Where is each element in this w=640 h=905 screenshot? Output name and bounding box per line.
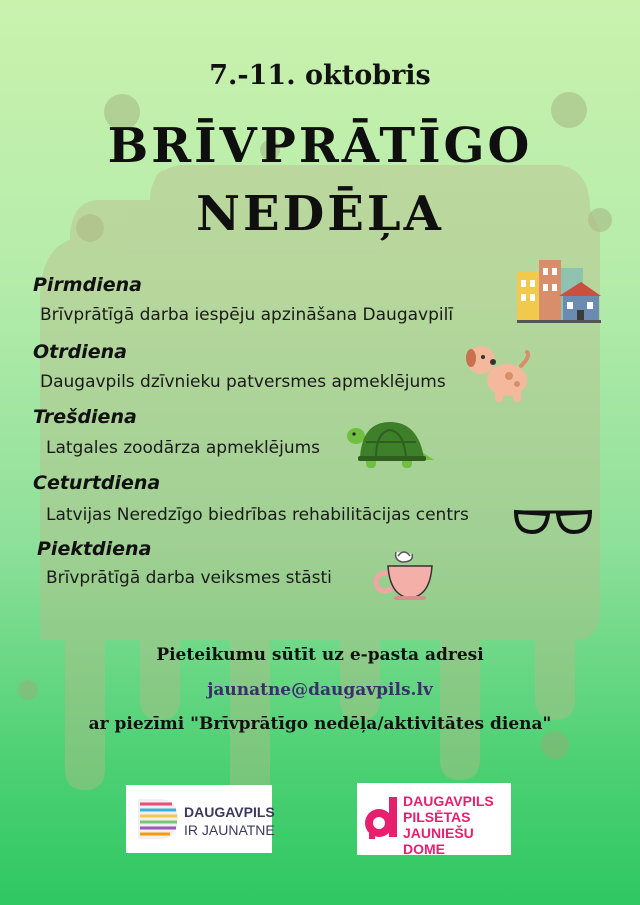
contact-email-link[interactable]: jaunatne@daugavpils.lv (207, 680, 433, 700)
daugavpils-ir-jaunatne-logo (126, 785, 275, 853)
contact-note: ar piezīmi "Brīvprātīgo nedēļa/aktivitātes diena" (88, 714, 552, 734)
logo2-text-line2: PILSĒTAS (403, 809, 471, 825)
event-date: 7.-11. oktobris (209, 60, 431, 91)
dog-icon (463, 344, 533, 404)
day-label-thursday: Ceturtdiena (33, 472, 161, 494)
coffee-cup-icon (372, 548, 438, 602)
logo-pattern-icon (136, 797, 180, 841)
logo2-text-line1: DAUGAVPILS (403, 793, 494, 809)
activity-monday: Brīvprātīgā darba iespēju apzināšana Daugavpilī (40, 305, 454, 325)
day-label-tuesday: Otrdiena (33, 341, 127, 363)
day-label-monday: Pirmdiena (33, 274, 142, 296)
day-label-wednesday: Trešdiena (33, 406, 137, 428)
activity-friday: Brīvprātīgā darba veiksmes stāsti (46, 568, 332, 588)
page-title-line2: NEDĒĻA (196, 186, 444, 242)
activity-thursday: Latvijas Neredzīgo biedrības rehabilitācijas centrs (46, 505, 469, 525)
logo1-text-line1: DAUGAVPILS (184, 804, 275, 820)
activity-wednesday: Latgales zoodārza apmeklējums (46, 438, 321, 458)
logo1-text-line2: IR JAUNATNE (184, 822, 275, 838)
logo2-text-line3: JAUNIEŠU (403, 825, 474, 841)
houses-icon (515, 252, 603, 326)
logo-d-icon (363, 795, 401, 841)
contact-instruction: Pieteikumu sūtīt uz e-pasta adresi (156, 645, 484, 665)
day-label-friday: Piektdiena (37, 538, 152, 560)
turtle-icon (346, 416, 436, 472)
sunglasses-icon (512, 506, 594, 536)
logo2-text-line4: DOME (403, 841, 445, 857)
activity-tuesday: Daugavpils dzīvnieku patversmes apmeklējums (40, 372, 446, 392)
page-title-line1: BRĪVPRĀTĪGO (107, 118, 533, 174)
jauniesu-dome-logo (357, 783, 511, 855)
